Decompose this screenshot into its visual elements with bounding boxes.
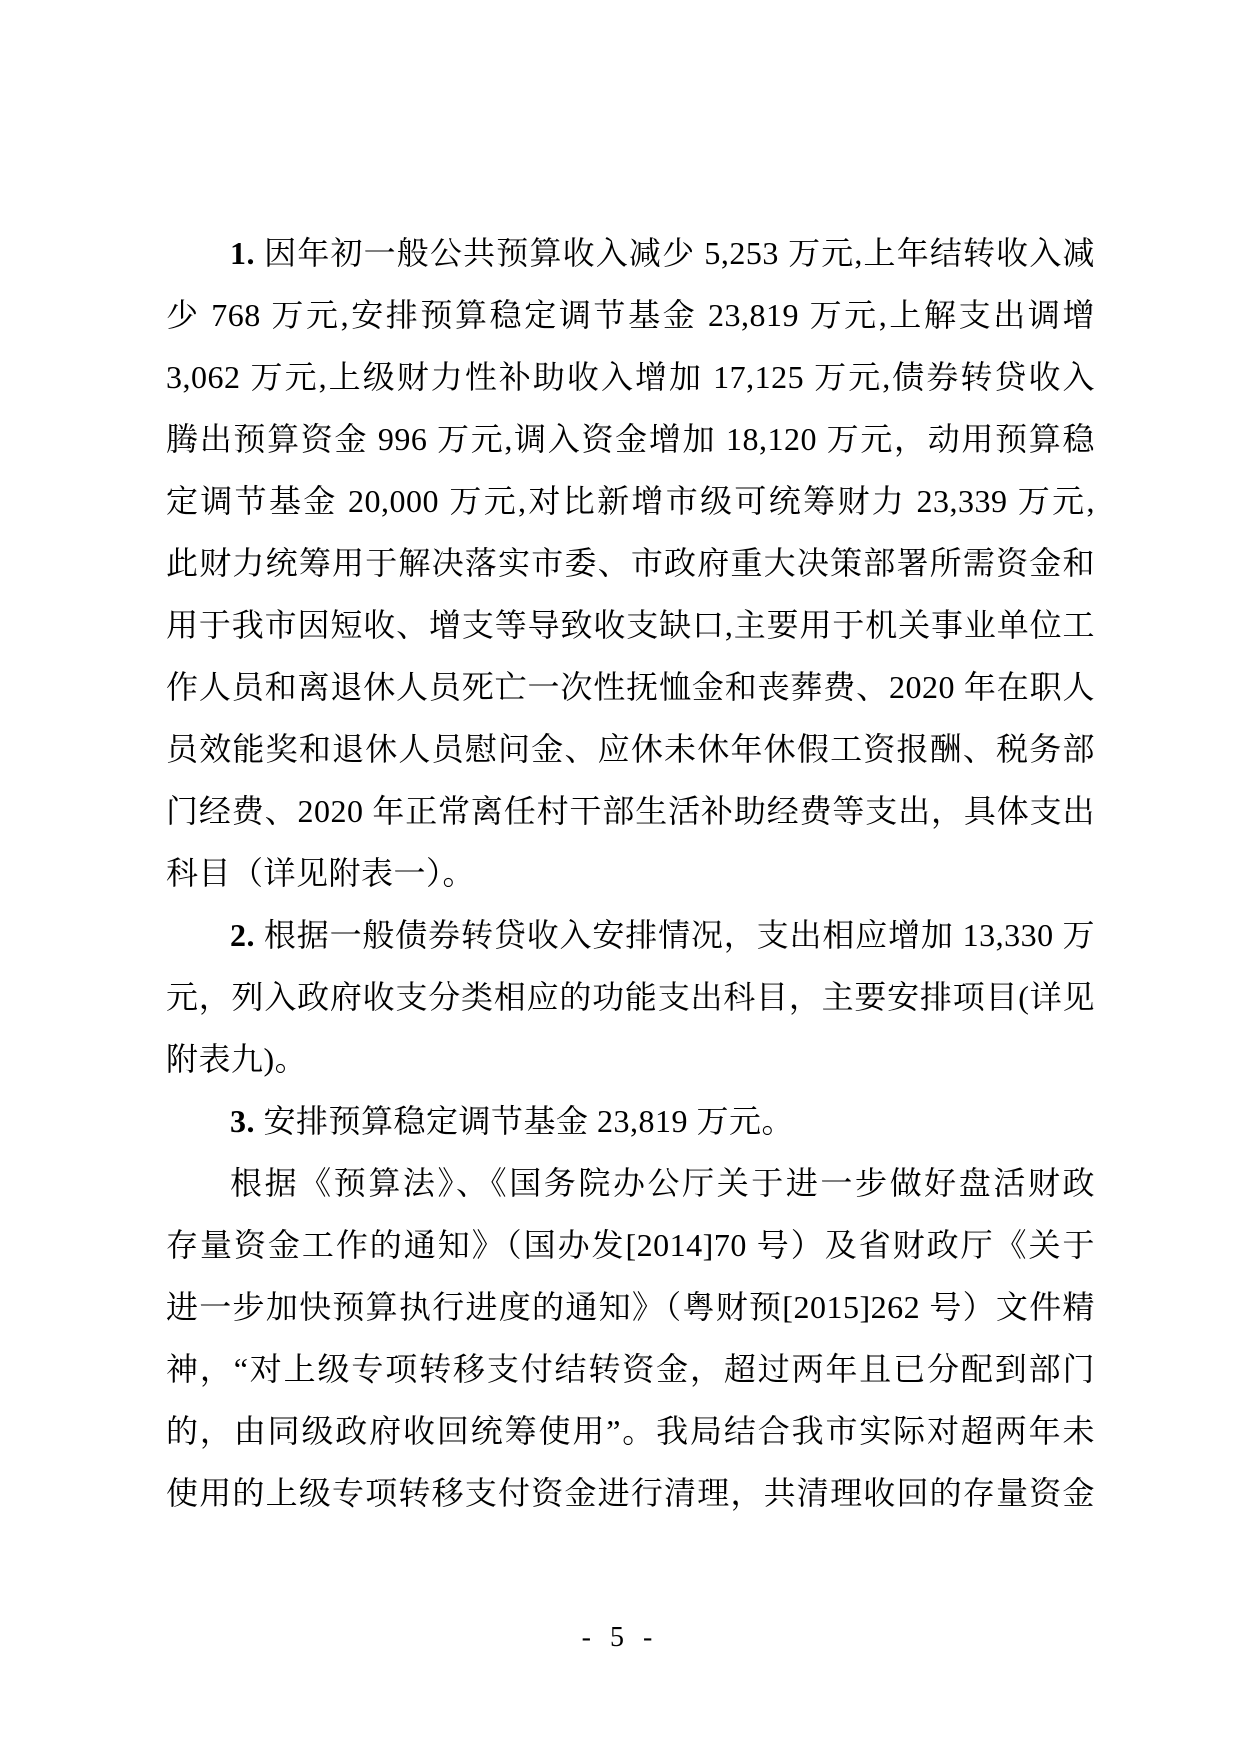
text-line	[166, 842, 1095, 904]
text-line	[166, 346, 1095, 408]
line-text: 进一步加快预算执行进度的通知》（粤财预[2015]262 号）文件精	[166, 1289, 1095, 1325]
text-line	[166, 470, 1095, 532]
line-text: 作人员和离退休人员死亡一次性抚恤金和丧葬费、2020 年在职人	[166, 669, 1095, 705]
text-line	[166, 1462, 1095, 1524]
text-line	[166, 532, 1095, 594]
text-line	[166, 1214, 1095, 1276]
line-text: 用于我市因短收、增支等导致收支缺口,主要用于机关事业单位工	[166, 607, 1095, 643]
line-text: 安排预算稳定调节基金 23,819 万元。	[263, 1103, 795, 1139]
text-line	[166, 1338, 1095, 1400]
text-line	[166, 284, 1095, 346]
text-line	[166, 1152, 1095, 1214]
line-text: 附表九)。	[166, 1041, 308, 1077]
text-line	[166, 1028, 1095, 1090]
page-number: - 5 -	[581, 1622, 659, 1653]
line-text: 此财力统筹用于解决落实市委、市政府重大决策部署所需资金和	[166, 545, 1095, 581]
text-line	[166, 222, 1095, 284]
line-text: 因年初一般公共预算收入减少 5,253 万元,上年结转收入减	[264, 235, 1095, 271]
text-line	[166, 656, 1095, 718]
line-text: 神，“对上级专项转移支付结转资金，超过两年且已分配到部门	[166, 1351, 1095, 1387]
line-text: 根据一般债券转贷收入安排情况，支出相应增加 13,330 万	[263, 917, 1095, 953]
text-line	[166, 1090, 1095, 1152]
text-line	[166, 904, 1095, 966]
list-number: 3.	[230, 1103, 255, 1139]
text-line	[166, 594, 1095, 656]
text-line	[166, 780, 1095, 842]
line-text: 存量资金工作的通知》（国办发[2014]70 号）及省财政厅《关于	[166, 1227, 1095, 1263]
line-text: 定调节基金 20,000 万元,对比新增市级可统筹财力 23,339 万元,	[166, 483, 1095, 519]
list-number: 1.	[230, 235, 255, 271]
text-line	[166, 966, 1095, 1028]
text-line	[166, 408, 1095, 470]
line-text: 根据《预算法》、《国务院办公厅关于进一步做好盘活财政	[230, 1165, 1095, 1201]
line-text: 的，由同级政府收回统筹使用”。我局结合我市实际对超两年未	[166, 1413, 1095, 1449]
line-text: 3,062 万元,上级财力性补助收入增加 17,125 万元,债券转贷收入	[166, 359, 1095, 395]
text-line	[166, 718, 1095, 780]
line-text: 科目（详见附表一）。	[166, 855, 476, 891]
list-number: 2.	[230, 917, 255, 953]
line-text: 员效能奖和退休人员慰问金、应休未休年休假工资报酬、税务部	[166, 731, 1095, 767]
line-text: 少 768 万元,安排预算稳定调节基金 23,819 万元,上解支出调增	[166, 297, 1095, 333]
line-text: 元，列入政府收支分类相应的功能支出科目，主要安排项目(详见	[166, 979, 1095, 1015]
text-line	[166, 1276, 1095, 1338]
text-line	[166, 1400, 1095, 1462]
line-text: 门经费、2020 年正常离任村干部生活补助经费等支出，具体支出	[166, 793, 1095, 829]
line-text: 使用的上级专项转移支付资金进行清理，共清理收回的存量资金	[166, 1475, 1095, 1511]
line-text: 腾出预算资金 996 万元,调入资金增加 18,120 万元，动用预算稳	[166, 421, 1095, 457]
